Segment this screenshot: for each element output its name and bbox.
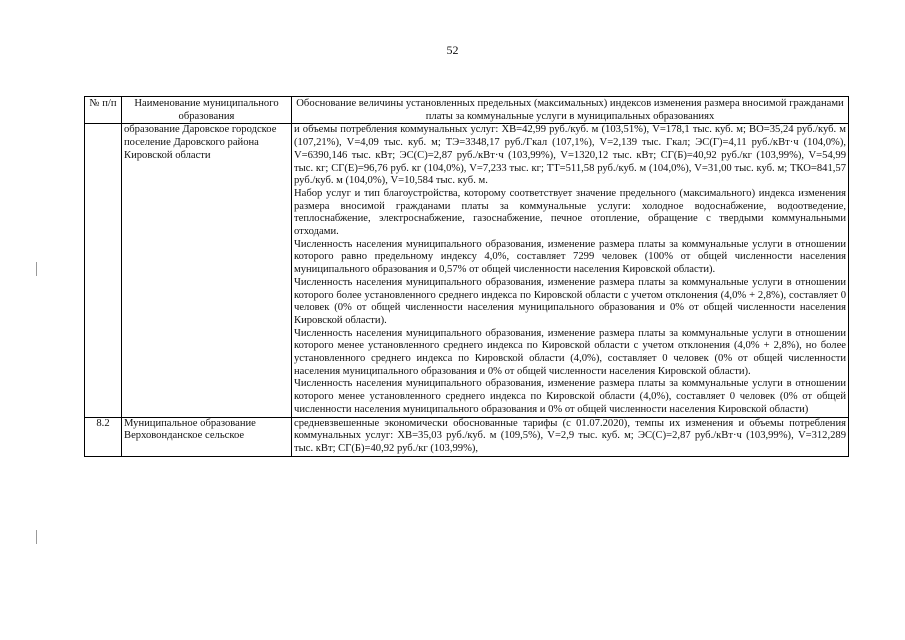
- row-number: 8.2: [85, 417, 122, 456]
- table-row: [85, 124, 849, 417]
- tariff-index-table: [84, 96, 849, 457]
- table-row: [85, 417, 849, 456]
- justification-paragraph: Численность населения муниципального образования, изменение размера платы за коммунальные услуги в отношении которого менее установленного среднего индекса по Кировской области (4,0%), составляет 0 человек (0% от общей численности населения муниципального образования и 0% от общей численности населения Кировской области): [294, 378, 846, 415]
- justification-paragraph: Численность населения муниципального образования, изменение размера платы за коммунальные услуги в отношении которого равно предельному индексу 4,0%, составляет 7299 человек (100% от общей численности населения муниципального образования и 0,57% от общей численности населения Кировской области).: [294, 238, 846, 276]
- justification-paragraph: Набор услуг и тип благоустройства, которому соответствует значение предельного (максимального) индекса изменения размера вносимой гражданами платы за коммунальные услуги: холодное водоснабжение, водоотведение, теплоснабжение, электроснабжение, газоснабжение, печное отопление, обращение с твердыми коммунальными отходами.: [294, 187, 846, 238]
- municipality-name: Муниципальное образование Верховонданское сельское: [122, 417, 292, 456]
- page-number: 52: [446, 43, 459, 57]
- scan-margin-mark: [36, 530, 37, 544]
- justification-cell: [292, 124, 849, 417]
- municipality-name: образование Даровское городское поселение Даровского района Кировской области: [122, 124, 292, 417]
- justification-paragraph: и объемы потребления коммунальных услуг: ХВ=42,99 руб./куб. м (103,51%), V=178,1 тыс. куб. м; ВО=35,24 руб./куб. м (107,21%), V=4,09 тыс. куб. м; ТЭ=3348,17 руб./Гкал (107,1%), V=2,139 тыс. Гкал; ЭС(Г)=4,11 руб./кВт·ч (104,0%), V=6390,146 тыс. кВт; ЭС(С)=2,87 руб./кВт·ч (103,99%), V=1320,12 тыс. кВт; СГ(Б)=40,92 руб./кг (103,99%), V=54,99 тыс. кг; СГ(Е)=96,76 руб. кг (104,0%), V=7,233 тыс. кг; ТТ=511,58 руб./куб. м (104,0%), V=31,00 тыс. куб. м; ТКО=841,57 руб./куб. м (104,0%), V=10,584 тыс. куб. м.: [294, 124, 846, 187]
- justification-cell: [292, 417, 849, 456]
- scan-margin-mark: [36, 262, 37, 276]
- justification-paragraph: Численность населения муниципального образования, изменение размера платы за коммунальные услуги в отношении которого более установленного среднего индекса по Кировской области с учетом отклонения (4,0% + 2,8%), составляет 0 человек (0% от общей численности населения муниципального образования и 0% от общей численности населения Кировской области).: [294, 276, 846, 326]
- header-justification: Обоснование величины установленных предельных (максимальных) индексов изменения размера вносимой гражданами платы за коммунальные услуги в муниципальных образованиях: [292, 97, 849, 124]
- header-number: № п/п: [85, 97, 122, 124]
- justification-paragraph: средневзвешенные экономически обоснованные тарифы (с 01.07.2020), темпы их изменения и объемы потребления коммунальных услуг: ХВ=35,03 руб./куб. м (109,5%), V=2,9 тыс. куб. м; ЭС(С)=2,87 руб./кВт·ч (103,99%), V=312,289 тыс. кВт; СГ(Б)=40,92 руб./кг (103,99%),: [294, 417, 846, 454]
- table-header-row: [85, 97, 849, 124]
- header-municipality-name: Наименование муниципального образования: [122, 97, 292, 124]
- justification-paragraph: Численность населения муниципального образования, изменение размера платы за коммунальные услуги в отношении которого менее установленного среднего индекса по Кировской области с учетом отклонения (4,0% + 2,8%), но более установленного среднего индекса по Кировской области (4,0%), составляет 0 человек (0% от общей численности населения муниципального образования и 0% от общей численности населения Кировской области).: [294, 327, 846, 377]
- row-number: [85, 124, 122, 417]
